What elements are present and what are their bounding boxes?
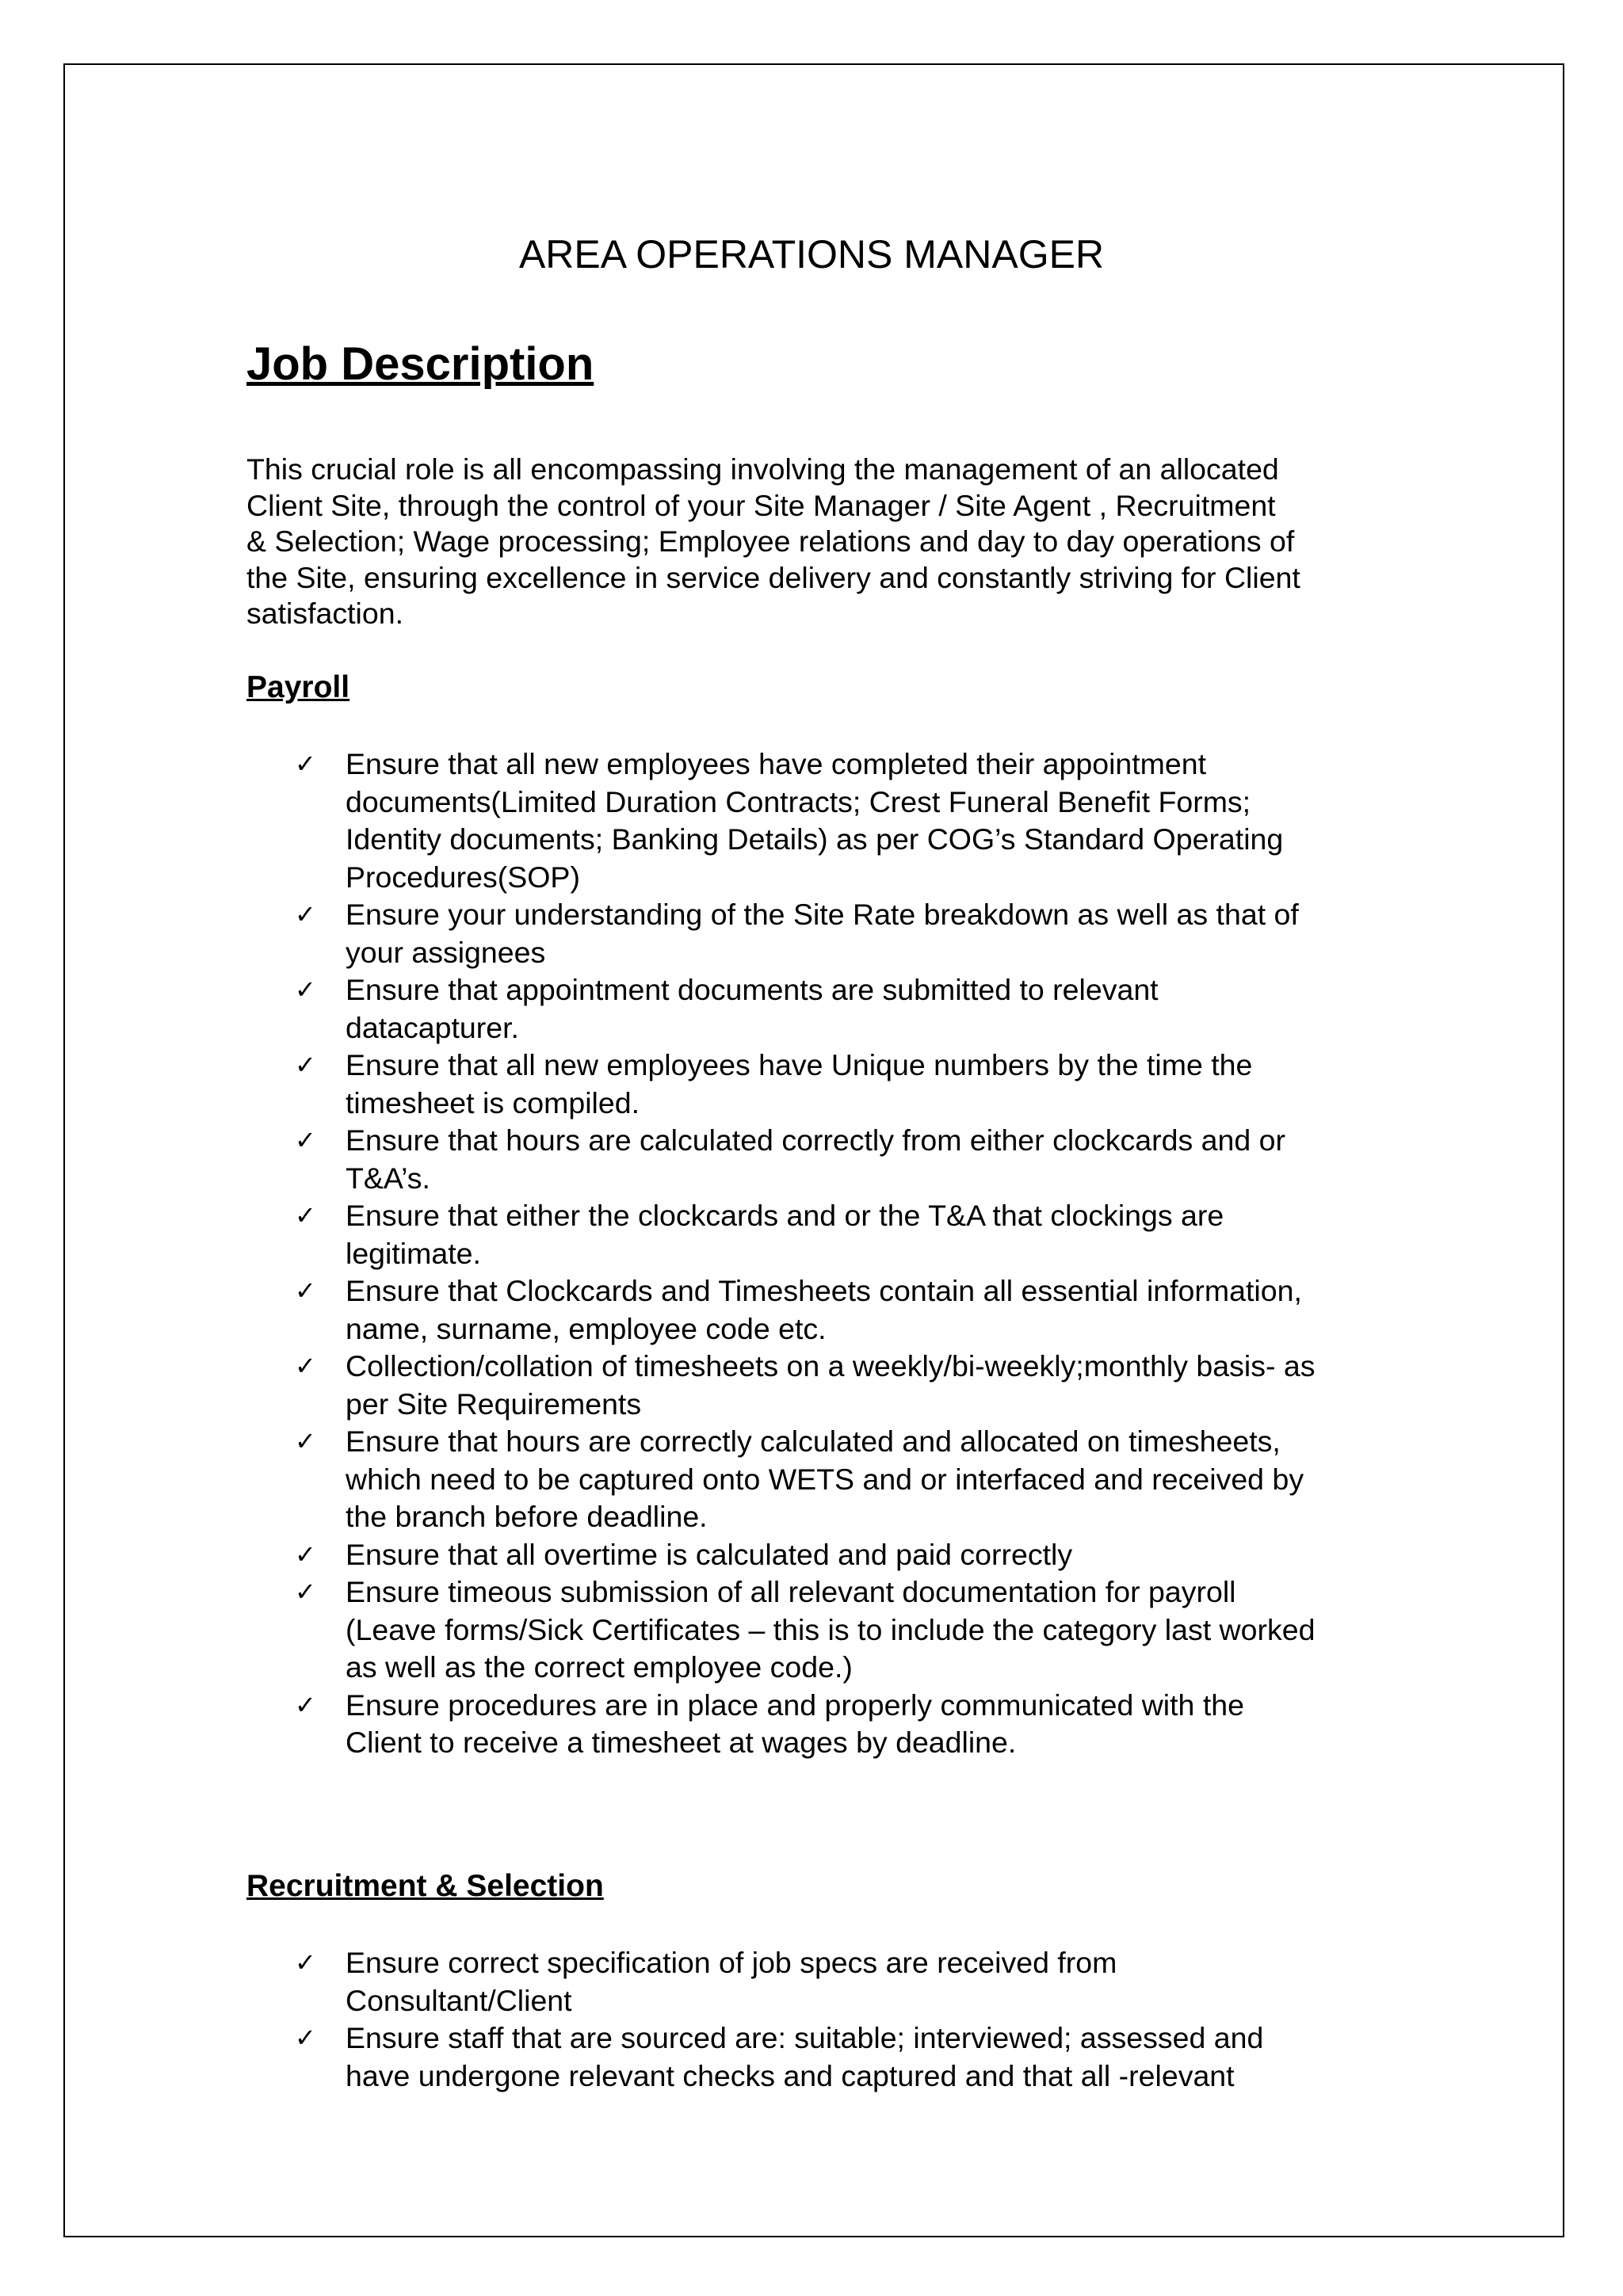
checklist-item xyxy=(295,1348,1436,1423)
checklist-item-text: Ensure correct specification of job specs are received from xyxy=(346,1946,1117,1979)
checklist-item xyxy=(295,971,1436,1047)
checklist-item xyxy=(295,1944,1436,2019)
recruitment-checklist xyxy=(295,1944,1436,2095)
checklist-item xyxy=(295,1687,1436,1762)
checklist-item-text: timesheet is compiled. xyxy=(346,1085,640,1119)
intro-line: Client Site, through the control of your Site Manager / Site Agent , Recruitment xyxy=(246,488,1276,522)
checklist-item-text: Ensure that hours are calculated correctly from either clockcards and or xyxy=(346,1123,1285,1157)
checklist-item-text: Consultant/Client xyxy=(346,1983,572,2017)
checklist-item-text: the branch before deadline. xyxy=(346,1500,708,1533)
checkmark-icon: ✓ xyxy=(295,2023,316,2053)
checklist-item-text: T&A’s. xyxy=(346,1161,430,1195)
checklist-item-text: as well as the correct employee code.) xyxy=(346,1650,853,1684)
checklist-item-text: per Site Requirements xyxy=(346,1386,642,1421)
checklist-item-text: Ensure procedures are in place and properly communicated with the xyxy=(346,1688,1244,1722)
checklist-item-text: Ensure that hours are correctly calculated and allocated on timesheets, xyxy=(346,1425,1281,1458)
checklist-item xyxy=(295,896,1436,971)
checklist-item-text: Client to receive a timesheet at wages by deadline. xyxy=(346,1726,1017,1759)
checklist-item-text: Ensure staff that are sourced are: suitable; interviewed; assessed and xyxy=(346,2021,1264,2054)
checklist-item-text: Ensure that appointment documents are submitted to relevant xyxy=(346,973,1159,1006)
checklist-item-text: Ensure that all overtime is calculated and paid correctly xyxy=(346,1537,1073,1571)
checklist-item-text: documents(Limited Duration Contracts; Crest Funeral Benefit Forms; xyxy=(346,784,1251,818)
checkmark-icon: ✓ xyxy=(295,974,316,1005)
checklist-item xyxy=(295,1122,1436,1197)
checkmark-icon: ✓ xyxy=(295,1539,316,1569)
checklist-item-text: name, surname, employee code etc. xyxy=(346,1311,827,1345)
checkmark-icon: ✓ xyxy=(295,1125,316,1155)
checklist-item-text: Ensure that Clockcards and Timesheets contain all essential information, xyxy=(346,1274,1302,1307)
checkmark-icon: ✓ xyxy=(295,749,316,779)
checklist-item-text: (Leave forms/Sick Certificates – this is to include the category last worked xyxy=(346,1612,1316,1646)
intro-line: & Selection; Wage processing; Employee relations and day to day operations of xyxy=(246,524,1295,558)
checkmark-icon: ✓ xyxy=(295,1050,316,1080)
checklist-item-text: Ensure that either the clockcards and or the T&A that clockings are xyxy=(346,1199,1224,1232)
checklist-item-text: have undergone relevant checks and captured and that all -relevant xyxy=(346,2058,1235,2092)
intro-line: satisfaction. xyxy=(246,597,404,630)
checkmark-icon: ✓ xyxy=(295,1689,316,1720)
job-description-heading: Job Description xyxy=(246,338,594,390)
checkmark-icon: ✓ xyxy=(295,899,316,929)
checklist-item-text: datacapturer. xyxy=(346,1010,519,1044)
intro-line: the Site, ensuring excellence in service delivery and constantly striving for Client xyxy=(246,560,1300,594)
payroll-section-title: Payroll xyxy=(246,670,350,704)
document-title: AREA OPERATIONS MANAGER xyxy=(518,232,1105,277)
intro-line: This crucial role is all encompassing involving the management of an allocated xyxy=(246,452,1279,486)
intro-paragraph xyxy=(246,452,1396,632)
checklist-item xyxy=(295,2019,1436,2095)
checklist-item xyxy=(295,1197,1436,1272)
checklist-item-text: which need to be captured onto WETS and or interfaced and received by xyxy=(346,1462,1304,1496)
checklist-item xyxy=(295,746,1436,896)
checkmark-icon: ✓ xyxy=(295,1947,316,1978)
checkmark-icon: ✓ xyxy=(295,1351,316,1381)
checkmark-icon: ✓ xyxy=(295,1577,316,1607)
checklist-item xyxy=(295,1272,1436,1348)
checklist-item-text: Ensure that all new employees have completed their appointment xyxy=(346,747,1207,780)
checklist-item-text: Ensure your understanding of the Site Rate breakdown as well as that of xyxy=(346,898,1299,931)
checkmark-icon: ✓ xyxy=(295,1200,316,1230)
checklist-item-text: your assignees xyxy=(346,935,546,969)
checkmark-icon: ✓ xyxy=(295,1426,316,1456)
checklist-item-text: Procedures(SOP) xyxy=(346,860,580,894)
checklist-item xyxy=(295,1047,1436,1122)
checklist-item-text: Identity documents; Banking Details) as per COG’s Standard Operating xyxy=(346,822,1284,856)
checklist-item-text: legitimate. xyxy=(346,1236,481,1270)
checklist-item-text: Collection/collation of timesheets on a weekly/bi-weekly;monthly basis- as xyxy=(346,1349,1316,1383)
checklist-item xyxy=(295,1536,1436,1574)
checklist-item xyxy=(295,1423,1436,1536)
checklist-item-text: Ensure that all new employees have Unique numbers by the time the xyxy=(346,1048,1253,1081)
checklist-item-text: Ensure timeous submission of all relevant documentation for payroll xyxy=(346,1575,1236,1608)
recruitment-section-title: Recruitment & Selection xyxy=(246,1869,604,1903)
checkmark-icon: ✓ xyxy=(295,1276,316,1306)
checklist-item xyxy=(295,1573,1436,1687)
payroll-checklist xyxy=(295,746,1436,1762)
